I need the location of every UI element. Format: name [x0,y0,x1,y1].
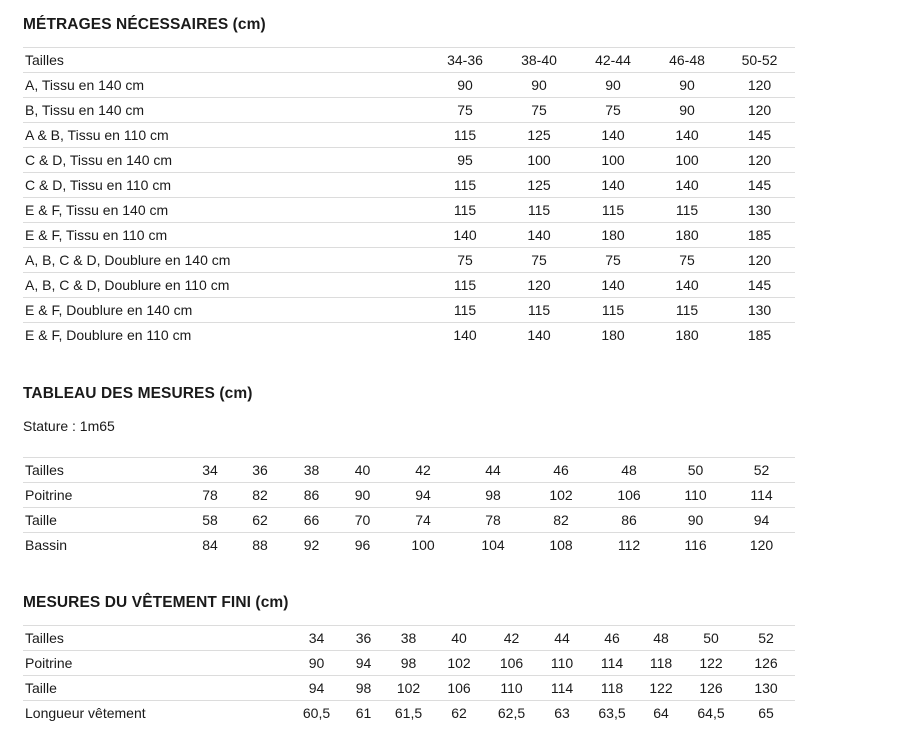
size-header-cell: 36 [342,626,385,651]
value-cell: 180 [576,223,650,248]
row-label-cell: Bassin [23,533,185,558]
value-cell: 102 [527,483,595,508]
table-row [23,123,795,148]
table-row [23,173,795,198]
value-cell: 75 [502,248,576,273]
value-cell: 82 [527,508,595,533]
table-header-row [23,48,795,73]
metrages-table [23,47,795,347]
value-cell: 120 [724,148,795,173]
value-cell: 104 [459,533,527,558]
value-cell: 70 [338,508,387,533]
table-row [23,676,795,701]
value-cell: 94 [728,508,795,533]
size-header-cell: 50 [663,458,728,483]
value-cell: 106 [432,676,486,701]
value-cell: 65 [737,701,795,726]
size-header-cell: 40 [338,458,387,483]
size-header-cell: 48 [595,458,663,483]
header-label-cell: Tailles [23,626,291,651]
mesures-table [23,457,795,557]
value-cell: 122 [637,676,685,701]
table-header-row [23,626,795,651]
row-label-cell: Poitrine [23,651,291,676]
value-cell: 64 [637,701,685,726]
value-cell: 75 [428,98,502,123]
value-cell: 115 [428,273,502,298]
value-cell: 180 [576,323,650,348]
row-label-cell: Longueur vêtement [23,701,291,726]
value-cell: 74 [387,508,459,533]
size-header-cell: 34-36 [428,48,502,73]
value-cell: 61,5 [385,701,432,726]
value-cell: 110 [537,651,587,676]
table-row [23,701,795,726]
size-header-cell: 38 [385,626,432,651]
size-header-cell: 38 [285,458,338,483]
value-cell: 63,5 [587,701,637,726]
value-cell: 108 [527,533,595,558]
row-label-cell: E & F, Tissu en 110 cm [23,223,428,248]
table-row [23,98,795,123]
value-cell: 106 [486,651,537,676]
size-header-cell: 44 [459,458,527,483]
value-cell: 98 [342,676,385,701]
value-cell: 95 [428,148,502,173]
value-cell: 66 [285,508,338,533]
value-cell: 86 [595,508,663,533]
value-cell: 102 [385,676,432,701]
value-cell: 84 [185,533,235,558]
value-cell: 126 [737,651,795,676]
value-cell: 140 [650,173,724,198]
value-cell: 140 [576,273,650,298]
value-cell: 125 [502,123,576,148]
value-cell: 140 [576,123,650,148]
value-cell: 78 [185,483,235,508]
value-cell: 62,5 [486,701,537,726]
value-cell: 92 [285,533,338,558]
value-cell: 90 [576,73,650,98]
row-label-cell: A, B, C & D, Doublure en 140 cm [23,248,428,273]
value-cell: 62 [235,508,285,533]
value-cell: 115 [502,298,576,323]
table-row [23,273,795,298]
value-cell: 115 [428,123,502,148]
metrages-title: MÉTRAGES NÉCESSAIRES (cm) [23,16,266,33]
row-label-cell: E & F, Doublure en 140 cm [23,298,428,323]
row-label-cell: C & D, Tissu en 140 cm [23,148,428,173]
value-cell: 120 [724,98,795,123]
value-cell: 114 [728,483,795,508]
value-cell: 185 [724,323,795,348]
value-cell: 90 [291,651,342,676]
size-header-cell: 46 [587,626,637,651]
value-cell: 115 [428,298,502,323]
value-cell: 78 [459,508,527,533]
table-row [23,148,795,173]
value-cell: 115 [650,298,724,323]
value-cell: 115 [428,198,502,223]
value-cell: 140 [576,173,650,198]
size-header-cell: 42 [387,458,459,483]
size-header-cell: 50 [685,626,737,651]
value-cell: 140 [502,223,576,248]
value-cell: 115 [576,298,650,323]
value-cell: 140 [428,223,502,248]
value-cell: 63 [537,701,587,726]
row-label-cell: B, Tissu en 140 cm [23,98,428,123]
value-cell: 130 [724,298,795,323]
value-cell: 90 [428,73,502,98]
value-cell: 61 [342,701,385,726]
table-row [23,298,795,323]
size-header-cell: 34 [185,458,235,483]
size-header-cell: 46-48 [650,48,724,73]
value-cell: 112 [595,533,663,558]
row-label-cell: A & B, Tissu en 110 cm [23,123,428,148]
value-cell: 90 [650,73,724,98]
value-cell: 60,5 [291,701,342,726]
value-cell: 96 [338,533,387,558]
value-cell: 86 [285,483,338,508]
value-cell: 82 [235,483,285,508]
value-cell: 120 [724,73,795,98]
value-cell: 100 [387,533,459,558]
value-cell: 114 [537,676,587,701]
value-cell: 94 [291,676,342,701]
value-cell: 118 [587,676,637,701]
size-header-cell: 38-40 [502,48,576,73]
stature-text: Stature : 1m65 [23,418,115,434]
value-cell: 145 [724,123,795,148]
table-row [23,483,795,508]
value-cell: 140 [428,323,502,348]
size-header-cell: 44 [537,626,587,651]
mesures-title: TABLEAU DES MESURES (cm) [23,385,253,402]
value-cell: 110 [486,676,537,701]
row-label-cell: Taille [23,676,291,701]
table-row [23,651,795,676]
row-label-cell: Taille [23,508,185,533]
value-cell: 90 [502,73,576,98]
row-label-cell: A, Tissu en 140 cm [23,73,428,98]
value-cell: 145 [724,173,795,198]
value-cell: 98 [459,483,527,508]
value-cell: 75 [576,98,650,123]
value-cell: 115 [502,198,576,223]
table-row [23,223,795,248]
size-header-cell: 40 [432,626,486,651]
value-cell: 118 [637,651,685,676]
value-cell: 106 [595,483,663,508]
value-cell: 140 [650,123,724,148]
value-cell: 185 [724,223,795,248]
value-cell: 102 [432,651,486,676]
value-cell: 98 [385,651,432,676]
table-row [23,323,795,348]
value-cell: 100 [650,148,724,173]
value-cell: 116 [663,533,728,558]
table-row [23,533,795,558]
value-cell: 88 [235,533,285,558]
value-cell: 100 [576,148,650,173]
row-label-cell: A, B, C & D, Doublure en 110 cm [23,273,428,298]
value-cell: 94 [342,651,385,676]
value-cell: 94 [387,483,459,508]
value-cell: 122 [685,651,737,676]
value-cell: 126 [685,676,737,701]
value-cell: 75 [576,248,650,273]
value-cell: 75 [428,248,502,273]
table-row [23,198,795,223]
row-label-cell: C & D, Tissu en 110 cm [23,173,428,198]
table-row [23,73,795,98]
value-cell: 58 [185,508,235,533]
value-cell: 115 [428,173,502,198]
table-row [23,248,795,273]
size-header-cell: 52 [737,626,795,651]
row-label-cell: Poitrine [23,483,185,508]
row-label-cell: E & F, Doublure en 110 cm [23,323,428,348]
size-header-cell: 46 [527,458,595,483]
value-cell: 100 [502,148,576,173]
value-cell: 180 [650,223,724,248]
value-cell: 64,5 [685,701,737,726]
size-header-cell: 48 [637,626,685,651]
value-cell: 180 [650,323,724,348]
value-cell: 115 [576,198,650,223]
value-cell: 90 [338,483,387,508]
value-cell: 110 [663,483,728,508]
size-header-cell: 50-52 [724,48,795,73]
size-header-cell: 42-44 [576,48,650,73]
value-cell: 140 [650,273,724,298]
row-label-cell: E & F, Tissu en 140 cm [23,198,428,223]
value-cell: 75 [502,98,576,123]
value-cell: 140 [502,323,576,348]
size-header-cell: 52 [728,458,795,483]
value-cell: 120 [724,248,795,273]
vetement-title: MESURES DU VÊTEMENT FINI (cm) [23,594,289,611]
value-cell: 145 [724,273,795,298]
size-header-cell: 36 [235,458,285,483]
size-header-cell: 34 [291,626,342,651]
header-label-cell: Tailles [23,458,185,483]
value-cell: 130 [724,198,795,223]
table-row [23,508,795,533]
table-header-row [23,458,795,483]
value-cell: 114 [587,651,637,676]
value-cell: 125 [502,173,576,198]
header-label-cell: Tailles [23,48,428,73]
value-cell: 120 [728,533,795,558]
value-cell: 62 [432,701,486,726]
vetement-table [23,625,795,725]
value-cell: 115 [650,198,724,223]
size-header-cell: 42 [486,626,537,651]
value-cell: 75 [650,248,724,273]
value-cell: 130 [737,676,795,701]
value-cell: 90 [663,508,728,533]
value-cell: 120 [502,273,576,298]
value-cell: 90 [650,98,724,123]
